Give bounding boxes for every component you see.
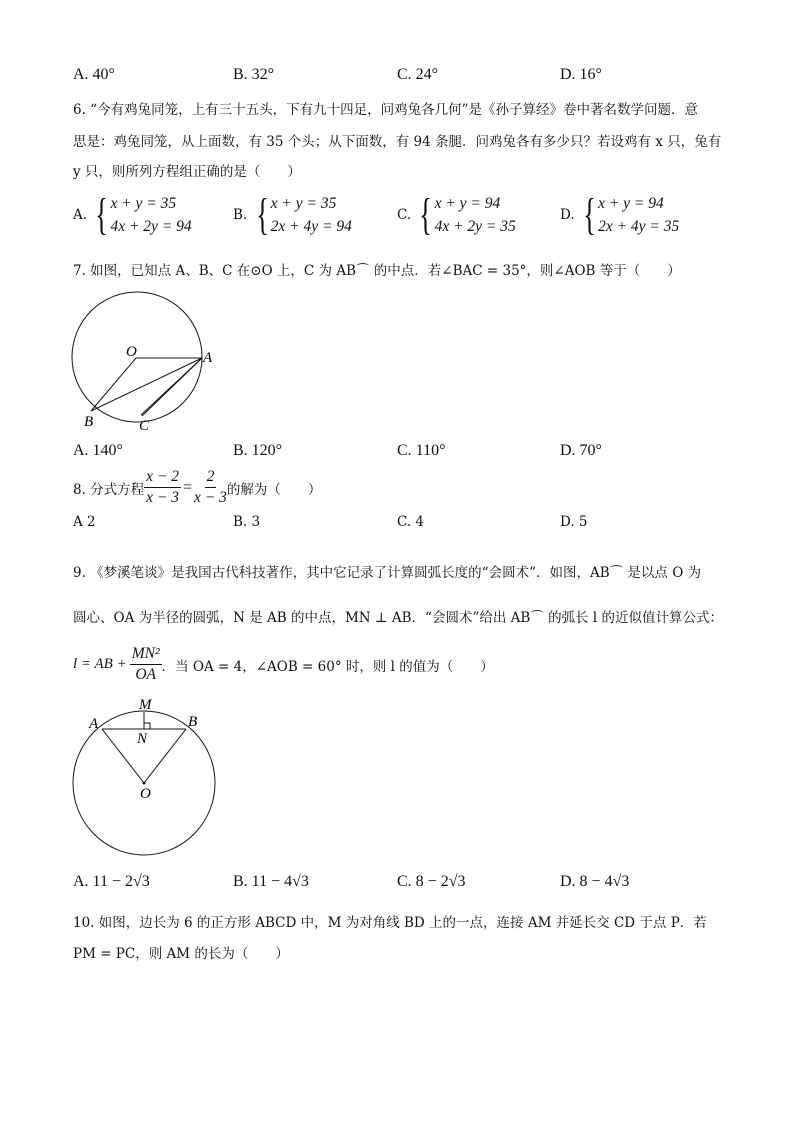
q6-line-1: 6. “今有鸡兔同笼，上有三十五头，下有九十四足，问鸡兔各几何”是《孙子算经》卷中著名数学问题．意 — [73, 102, 698, 118]
q7-option-a: A. 140° — [73, 442, 123, 459]
denominator: OA — [135, 666, 156, 683]
label-m: M — [139, 697, 152, 713]
q7-option-c: C. 110° — [397, 442, 446, 459]
label-b: B — [84, 414, 94, 430]
label-a: A — [89, 716, 99, 732]
q9-option-b: B. 11 − 4√3 — [233, 873, 309, 890]
q9-line-2: 圆心、OA 为半径的圆弧，N 是 AB 的中点，MN ⊥ AB．“会圆术”给出 AB⌒ 的弧长 l 的近似值计算公式： — [73, 610, 724, 626]
equation-2: 4x + 2y = 94 — [110, 218, 192, 235]
q5-option-d: D. 16° — [560, 66, 602, 83]
q6-option-c: C. { x + y = 94 4x + 2y = 35 — [397, 190, 516, 239]
option-label: B. — [233, 207, 248, 223]
q8-option-c: C. 4 — [397, 514, 425, 530]
q5-option-c: C. 24° — [397, 66, 439, 83]
q9-option-d: D. 8 − 4√3 — [560, 873, 630, 890]
q9-option-a: A. 11 − 2√3 — [73, 873, 150, 890]
numerator: x − 2 — [144, 467, 181, 488]
segment-ob — [144, 729, 186, 783]
equals-sign: = — [183, 478, 193, 496]
equation-2: 2x + 4y = 35 — [598, 218, 680, 235]
q6-option-d: D. { x + y = 94 2x + 4y = 35 — [560, 190, 680, 239]
numerator: 2 — [205, 467, 217, 488]
formula-prefix: l = AB + — [73, 656, 127, 672]
option-label: C. — [397, 207, 412, 223]
denominator: x − 3 — [194, 489, 227, 506]
q6-option-a: A. { x + y = 35 4x + 2y = 94 — [73, 190, 192, 239]
label-o: O — [126, 344, 137, 360]
q9-option-c: C. 8 − 2√3 — [397, 873, 466, 890]
q5-option-b: B. 32° — [233, 66, 275, 83]
q8-option-d: D. 5 — [560, 514, 588, 530]
label-b: B — [188, 714, 198, 730]
equation-1: x + y = 94 — [434, 195, 501, 212]
label-n: N — [137, 731, 148, 747]
numerator: MN² — [130, 644, 162, 665]
label-c: C — [139, 418, 150, 434]
q5-option-a: A. 40° — [73, 66, 115, 83]
right-angle-mark — [144, 723, 150, 729]
q10-line-2: PM = PC，则 AM 的长为（ ） — [73, 946, 289, 962]
q6-option-b: B. { x + y = 35 2x + 4y = 94 — [233, 190, 352, 239]
q6-line-2: 思是：鸡兔同笼，从上面数，有 35 个头；从下面数，有 94 条腿．问鸡兔各有多少只？若设鸡有 x 只，兔有 — [73, 134, 722, 150]
q8-suffix: 的解为（ ） — [226, 481, 322, 498]
q8-option-a: A 2 — [73, 514, 96, 530]
label-o: O — [140, 786, 151, 802]
equation-1: x + y = 35 — [270, 195, 337, 212]
option-label: D. — [560, 207, 575, 223]
equation-2: 2x + 4y = 94 — [270, 218, 352, 235]
denominator: x − 3 — [146, 489, 180, 506]
equation-2: 4x + 2y = 35 — [434, 218, 516, 235]
label-a: A — [203, 350, 213, 366]
equation-1: x + y = 35 — [110, 195, 177, 212]
q6-line-3: y 只，则所列方程组正确的是（ ） — [73, 164, 301, 180]
formula-suffix: ．当 OA = 4，∠AOB = 60° 时，则 l 的值为（ ） — [161, 658, 494, 675]
q10-line-1: 10. 如图，边长为 6 的正方形 ABCD 中，M 为对角线 BD 上的一点，连接 AM 并延长交 CD 于点 P．若 — [73, 915, 707, 931]
equation-1: x + y = 94 — [598, 195, 664, 212]
center-point — [143, 782, 146, 785]
option-label: A. — [73, 207, 88, 223]
q8-prefix: 8. 分式方程 — [73, 481, 145, 498]
q9-line-1: 9. 《梦溪笔谈》是我国古代科技著作，其中它记录了计算圆弧长度的“会圆术”．如图，AB⌒ 是以点 O 为 — [73, 565, 702, 581]
q7-option-d: D. 70° — [560, 442, 602, 459]
q7-line: 7. 如图，已知点 A、B、C 在⊙O 上，C 为 AB⌒ 的中点．若∠BAC = 35°，则∠AOB 等于（ ） — [73, 263, 681, 279]
q8-option-b: B. 3 — [233, 514, 261, 530]
q7-option-b: B. 120° — [233, 442, 283, 459]
